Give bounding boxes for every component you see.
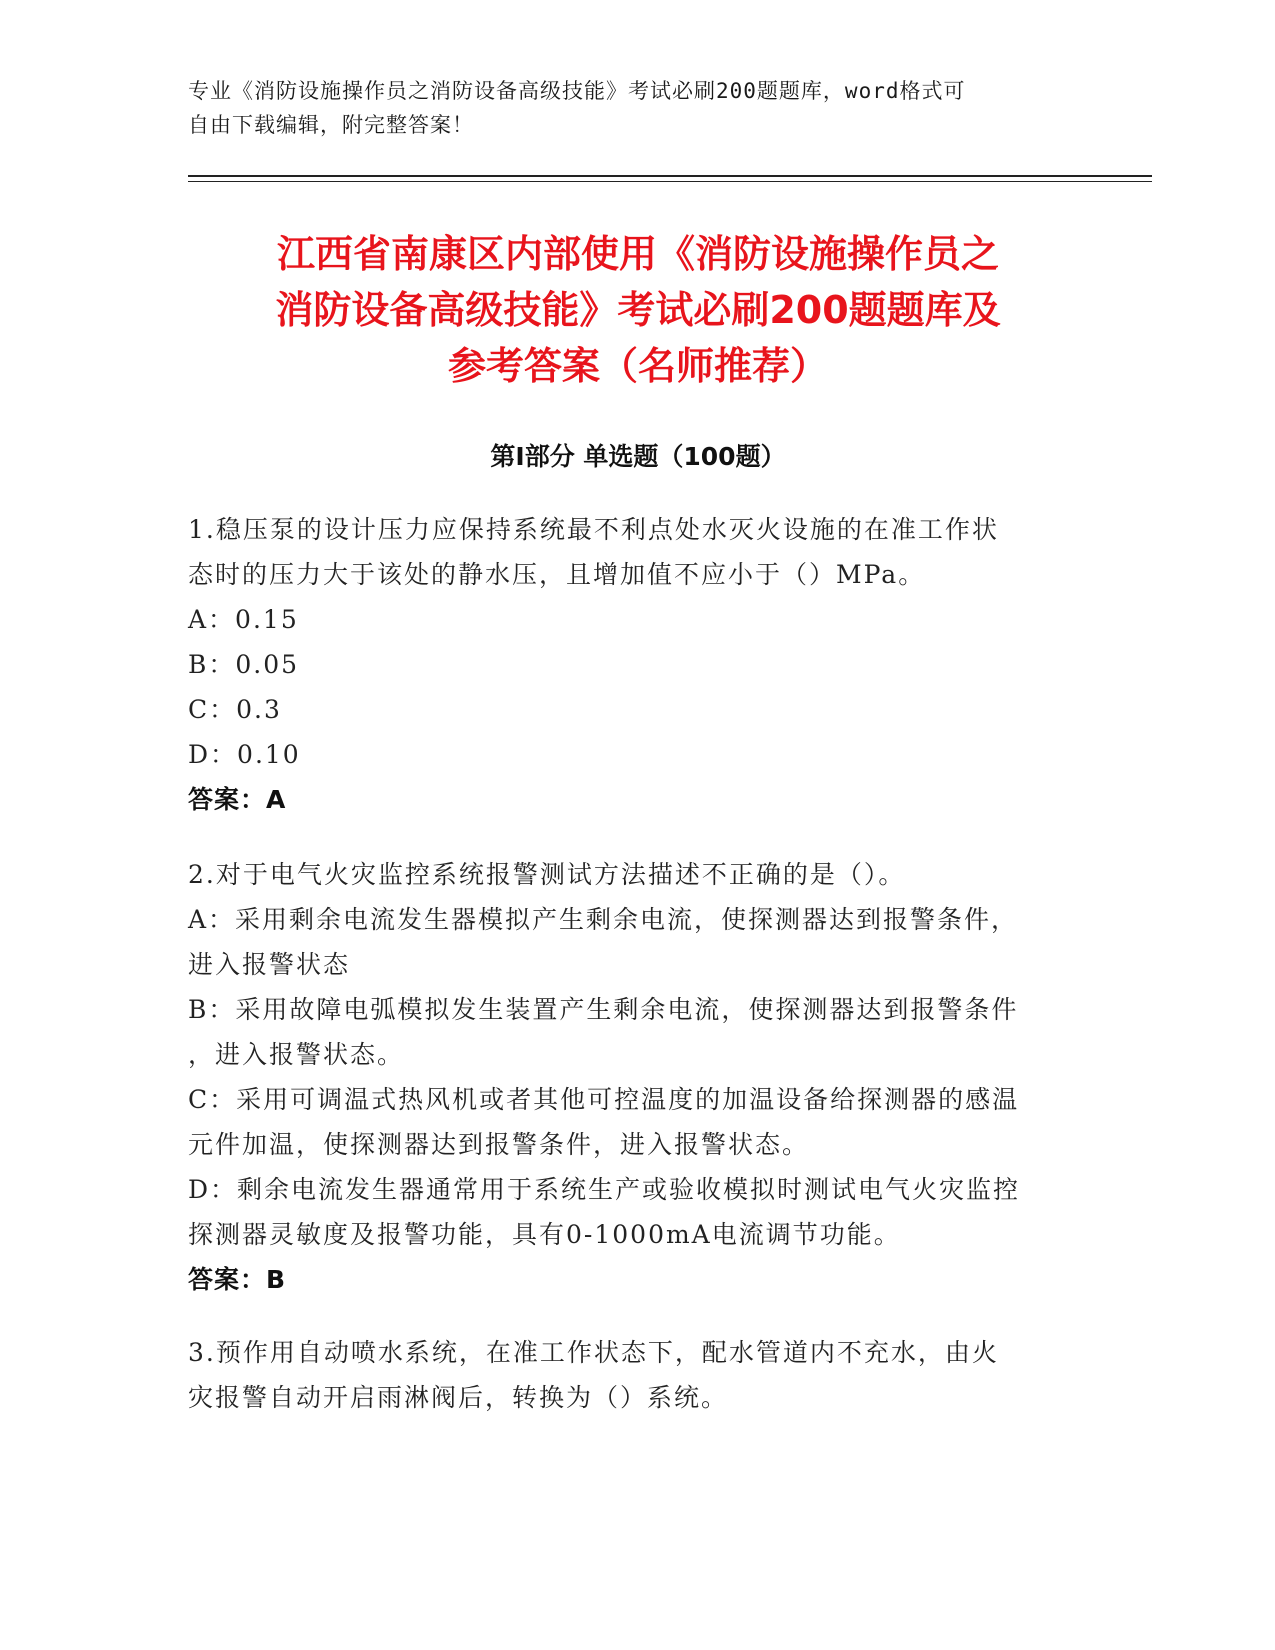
answer-label: 答案：B bbox=[188, 1265, 287, 1294]
document-title bbox=[188, 226, 1088, 394]
option-b-continued: ，进入报警状态。 bbox=[188, 1040, 405, 1069]
title-line: 江西省南康区内部使用《消防设施操作员之 bbox=[276, 232, 999, 276]
option-a: A：0.15 bbox=[188, 605, 299, 634]
question-stem-line: 2.对于电气火灾监控系统报警测试方法描述不正确的是（）。 bbox=[188, 860, 906, 889]
question-stem-line: 1.稳压泵的设计压力应保持系统最不利点处水灭火设施的在准工作状 bbox=[188, 515, 999, 544]
question-2 bbox=[188, 852, 1068, 1302]
title-line: 参考答案（名师推荐） bbox=[447, 344, 828, 388]
option-b: B：0.05 bbox=[188, 650, 300, 679]
option-d: D：剩余电流发生器通常用于系统生产或验收模拟时测试电气火灾监控 bbox=[188, 1175, 1021, 1204]
option-d-continued: 探测器灵敏度及报警功能，具有0-1000mA电流调节功能。 bbox=[188, 1220, 901, 1249]
question-stem-line: 3.预作用自动喷水系统，在准工作状态下，配水管道内不充水，由火 bbox=[188, 1338, 999, 1367]
header-note-line: 自由下载编辑，附完整答案！ bbox=[188, 113, 474, 137]
header-note bbox=[188, 74, 1068, 142]
answer-label: 答案：A bbox=[188, 785, 287, 814]
header-divider-thick bbox=[188, 175, 1152, 177]
option-d: D：0.10 bbox=[188, 740, 301, 769]
section-heading: 第I部分 单选题（100题） bbox=[490, 442, 786, 471]
title-line: 消防设备高级技能》考试必刷200题题库及 bbox=[275, 288, 1001, 332]
question-3 bbox=[188, 1330, 1068, 1420]
question-1 bbox=[188, 507, 1068, 822]
option-c: C：0.3 bbox=[188, 695, 282, 724]
option-a-continued: 进入报警状态 bbox=[188, 950, 351, 979]
option-c-continued: 元件加温，使探测器达到报警条件，进入报警状态。 bbox=[188, 1130, 810, 1159]
option-b: B：采用故障电弧模拟发生装置产生剩余电流，使探测器达到报警条件 bbox=[188, 995, 1019, 1024]
header-divider-thin bbox=[188, 181, 1152, 182]
option-c: C：采用可调温式热风机或者其他可控温度的加温设备给探测器的感温 bbox=[188, 1085, 1020, 1114]
option-a: A：采用剩余电流发生器模拟产生剩余电流，使探测器达到报警条件， bbox=[188, 905, 1019, 934]
question-stem-line: 灾报警自动开启雨淋阀后，转换为（）系统。 bbox=[188, 1383, 729, 1412]
question-stem-line: 态时的压力大于该处的静水压，且增加值不应小于（）MPa。 bbox=[188, 560, 926, 589]
header-note-line: 专业《消防设施操作员之消防设备高级技能》考试必刷200题题库，word格式可 bbox=[188, 79, 966, 103]
